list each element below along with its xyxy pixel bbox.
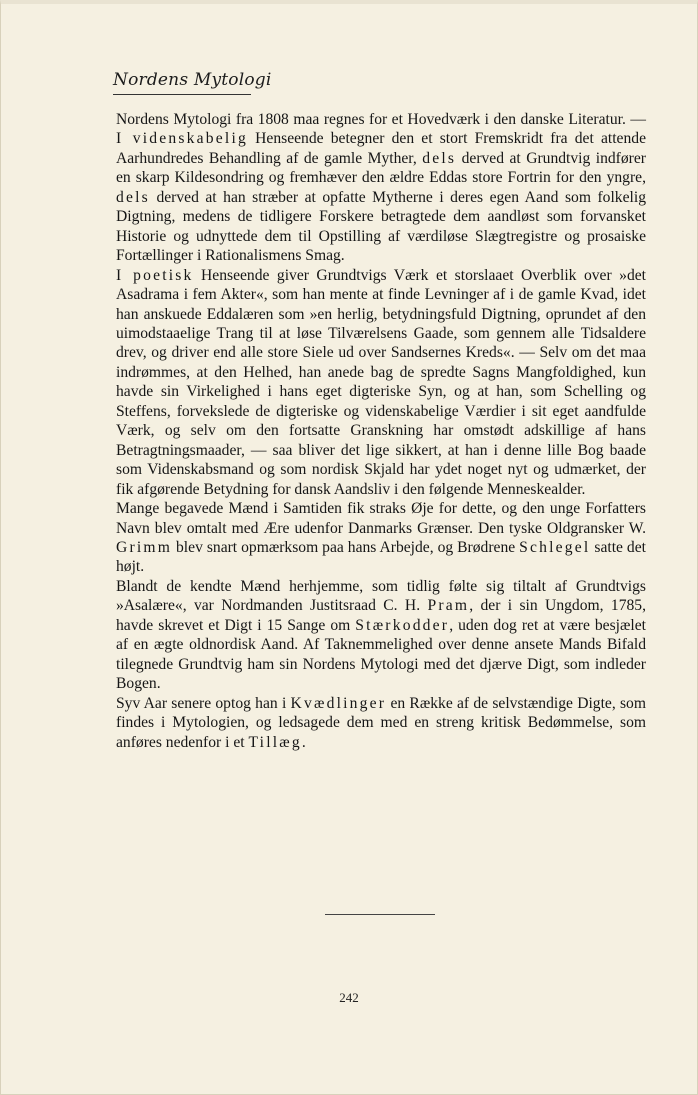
text-run: satte det højt. (116, 538, 646, 576)
spaced-text-run: Stærkodder (355, 616, 450, 634)
running-head-title: Nordens Mytologi (113, 70, 272, 90)
paragraph (116, 694, 646, 752)
text-run: Mange begavede Mænd i Samtiden fik straks Øje for dette, og den unge Forfatters Navn blev omtalt med Ære udenfor Danmarks Grænser. Den tyske Oldgransker W. (116, 500, 646, 537)
body-text (116, 110, 646, 752)
spaced-text-run: Kvædlinger (290, 694, 387, 712)
text-run: Henseende giver Grundtvigs Værk et storslaaet Overblik over »det Asadrama i fem Akter«, som han mente at finde Levninger af i de gamle Kvad, idet han anskuede Eddalæren som »en herlig, betydningsfuld Digtning, oprundet af den uimodstaaelige Trang til at løse Tilværelsens Gaade, som gennem alle Tidsaldere drev, og driver end alle store Siele ud over Sandsernes Kreds«. — Selv om det maa indrømmes, at den Helhed, han anede bag de spredte Sagns Mangfoldighed, kun havde sin Virkelighed i hans eget digteriske Syn, og at han, som Schelling og Steffens, forvekslede de digteriske og videnskabelige Værdier i sit eget aandfulde Værk, og selv om den fortsatte Granskning har omstødt adskillige af hans Betragtningsmaader, — saa bliver det lige sikkert, at han i denne lille Bog baade som Videnskabsmand og som nordisk Skjald har ydet noget nyt og udmærket, der fik afgørende Betydning for dansk Aandsliv i den følgende Menneskealder. (116, 266, 647, 498)
text-run: Henseende betegner den et stort Fremskridt fra det attende Aarhundredes Behandling af de gamle Myther, (116, 130, 646, 167)
spaced-text-run: Schlegel (519, 538, 591, 556)
spaced-text-run: Tillæg (248, 733, 302, 751)
text-run: blev snart opmærksom paa hans Arbejde, og Brødrene (172, 538, 520, 556)
spaced-text-run: dels (116, 188, 150, 206)
spaced-text-run: I poetisk (116, 266, 194, 284)
spaced-text-run: Pram (427, 597, 470, 615)
running-head-underline (113, 94, 251, 95)
text-run: . (301, 733, 306, 751)
text-run: Syv Aar senere optog han i (116, 694, 291, 712)
section-divider (325, 914, 435, 915)
text-run: derved at Grundtvig indfører en skarp Kildesondring og fremhæver den ældre Eddas store Fortrin for den yngre, (116, 149, 646, 187)
page-number: 242 (339, 990, 359, 1005)
text-run: Blandt de kendte Mænd herhjemme, som tidlig følte sig tiltalt af Grundtvigs »Asalære«, var Nordmanden Justitsraad C. H. (116, 577, 646, 615)
spaced-text-run: I videnskabelig (116, 130, 248, 148)
paragraph (116, 577, 646, 694)
paragraph (116, 266, 646, 499)
spaced-text-run: Grimm (116, 538, 173, 556)
text-run: , der i sin Ungdom, 1785, havde skrevet et Digt i 15 Sange om (116, 597, 646, 634)
paragraph (116, 499, 646, 577)
paragraph (116, 110, 646, 266)
text-run: Nordens Mytologi fra 1808 maa regnes for et Hovedværk i den danske Literatur. — (116, 111, 646, 128)
spaced-text-run: dels (422, 149, 457, 167)
text-run: , uden dog ret at være besjælet af en ægte oldnordisk Aand. Af Taknemmelighed over denne ansete Mands Bifald tilegnede Grundtvig ham sin Nordens Mytologi med det djærve Digt, som indleder Bogen. (116, 616, 646, 693)
text-run: en Række af de selvstændige Digte, som findes i Mytologien, og ledsagede dem med en streng kritisk Bedømmelse, som anføres nedenfor i et (116, 694, 646, 751)
text-run: derved at han stræber at opfatte Mytherne i deres egen Aand som folkelig Digtning, medens de tidligere Forskere betragtede dem aandløst som forvansket Historie og udnyttede dem til Opstilling af værdiløse Slægtregistre og prosaiske Fortællinger i Rationalismens Smag. (116, 188, 646, 265)
